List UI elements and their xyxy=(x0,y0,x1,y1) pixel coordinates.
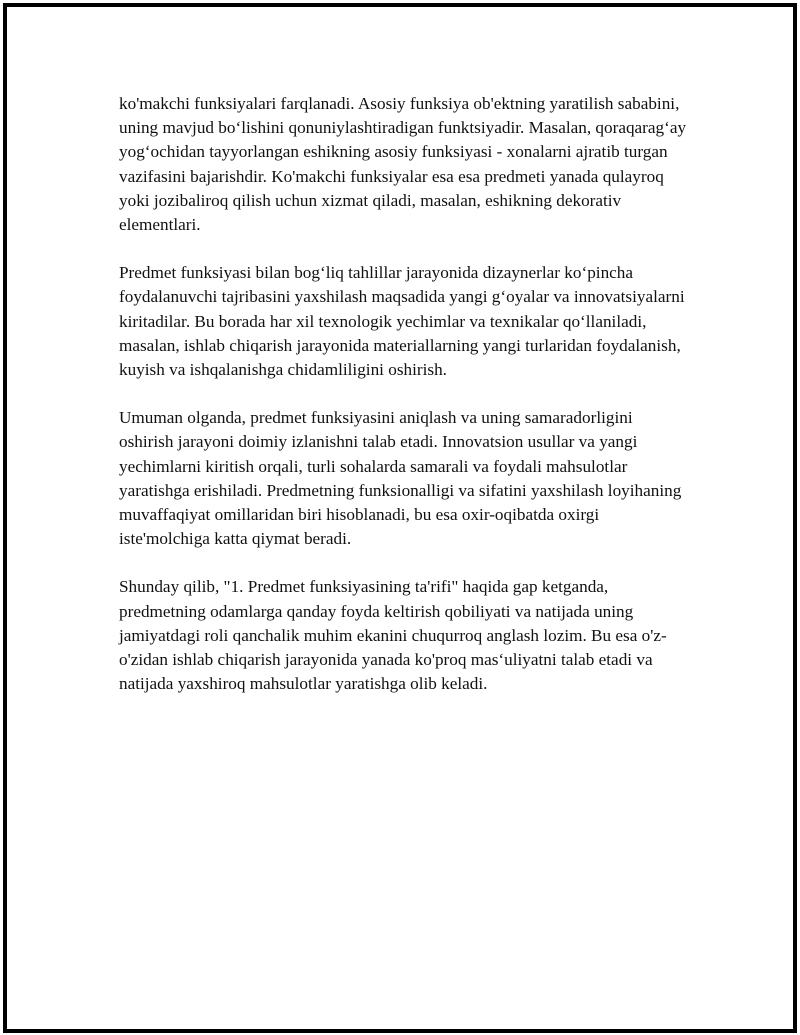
paragraph-1: ko'makchi funksiyalari farqlanadi. Asosiy funksiya ob'ektning yaratilish sababini, uning mavjud bo‘lishini qonuniylashtiradigan funktsiyadir. Masalan, qoraqarag‘ay yog‘ochidan tayyorlangan eshikning asosiy funksiyasi - xonalarni ajratib turgan vazifasini bajarishdir. Ko'makchi funksiyalar esa esa predmeti yanada qulayroq yoki jozibaliroq qilish uchun xizmat qiladi, masalan, eshikning dekorativ elementlari. xyxy=(119,94,687,235)
paragraph-2: Predmet funksiyasi bilan bog‘liq tahlillar jarayonida dizaynerlar ko‘pincha foydalanuvchi tajribasini yaxshilash maqsadida yangi g‘oyalar va innovatsiyalarni kiritadilar. Bu borada har xil texnologik yechimlar va texnikalar qo‘llaniladi, masalan, ishlab chiqarish jarayonida materiallarning yangi turlaridan foydalanish, kuyish va ishqalanishga chidamliligini oshirish. xyxy=(119,263,685,380)
paragraph-4: Shunday qilib, "1. Predmet funksiyasining ta'rifi" haqida gap ketganda, predmetning odamlarga qanday foyda keltirish qobiliyati va natijada uning jamiyatdagi roli qanchalik muhim ekanini chuqurroq anglash lozim. Bu esa o'z-o'zidan ishlab chiqarish jarayonida yanada ko'proq mas‘uliyatni talab etadi va natijada yaxshiroq mahsulotlar yaratishga olib keladi. xyxy=(119,577,667,694)
paragraph-3: Umuman olganda, predmet funksiyasini aniqlash va uning samaradorligini oshirish jarayoni doimiy izlanishni talab etadi. Innovatsion usullar va yangi yechimlarni kiritish orqali, turli sohalarda samarali va foydali mahsulotlar yaratishga erishiladi. Predmetning funksionalligi va sifatini yaxshilash loyihaning muvaffaqiyat omillaridan biri hisoblanadi, bu esa oxir-oqibatda oxirgi iste'molchiga katta qiymat beradi. xyxy=(119,408,682,549)
document-page xyxy=(3,3,797,1033)
document-body xyxy=(119,92,689,720)
